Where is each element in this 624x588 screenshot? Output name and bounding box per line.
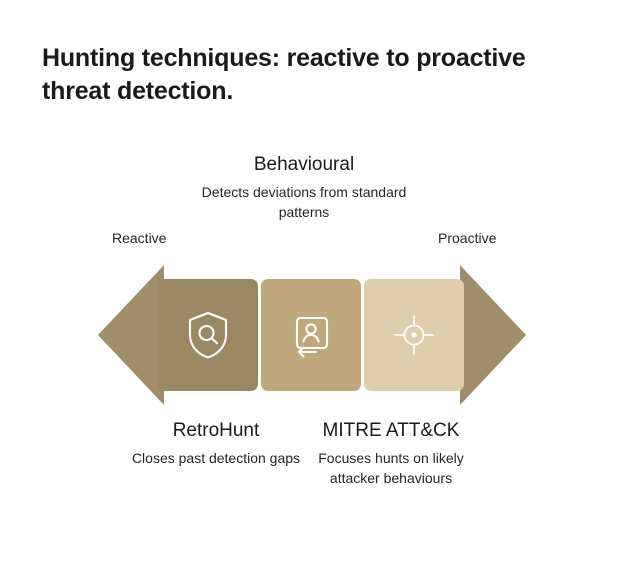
caption-behavioural <box>191 152 417 222</box>
technique-block-retrohunt[interactable] <box>158 279 258 391</box>
page-title: Hunting techniques: reactive to proactive threat detection. <box>42 44 526 106</box>
technique-block-mitre[interactable] <box>261 279 361 391</box>
shield-search-icon <box>181 308 235 362</box>
axis-label-proactive: Proactive <box>438 230 497 246</box>
arrow-band <box>98 265 526 405</box>
caption-behavioural-title: Behavioural <box>253 154 355 175</box>
caption-retrohunt-description: Closes past detection gaps <box>131 449 301 466</box>
caption-mitre-description: Focuses hunts on likely attacker behaviours <box>318 449 464 486</box>
hunting-techniques-diagram <box>0 140 624 540</box>
axis-label-reactive: Reactive <box>112 230 167 246</box>
caption-mitre <box>294 418 488 488</box>
crosshair-target-icon <box>387 308 441 362</box>
user-card-arrow-icon <box>284 308 338 362</box>
caption-retrohunt-title: RetroHunt <box>172 420 260 441</box>
arrow-head-left-icon <box>98 265 164 405</box>
caption-mitre-title: MITRE ATT&CK <box>322 420 460 441</box>
technique-blocks <box>158 279 466 391</box>
technique-block-behavioural[interactable] <box>364 279 464 391</box>
caption-behavioural-description: Detects deviations from standard patterns <box>201 183 407 220</box>
caption-retrohunt <box>128 418 304 469</box>
arrow-head-right-icon <box>460 265 526 405</box>
